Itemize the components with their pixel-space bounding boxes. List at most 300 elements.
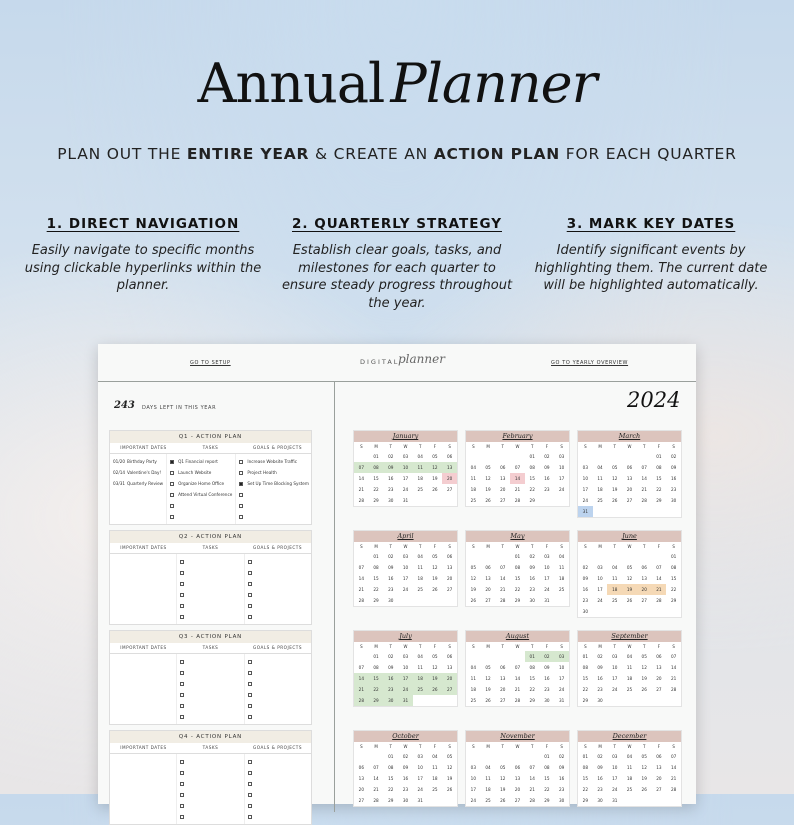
day-cell[interactable]: 31 bbox=[558, 698, 565, 703]
day-cell[interactable]: 02 bbox=[525, 551, 540, 562]
day-cell[interactable]: 14 bbox=[641, 476, 647, 481]
day-cell[interactable]: 27 bbox=[500, 498, 506, 503]
day-cell[interactable]: 21 bbox=[354, 684, 369, 695]
day-cell[interactable]: 20 bbox=[637, 584, 652, 595]
checkbox-icon[interactable] bbox=[239, 471, 243, 475]
day-cell[interactable]: 02 bbox=[388, 454, 394, 459]
day-cell[interactable]: 30 bbox=[388, 498, 394, 503]
day-cell[interactable]: 07 bbox=[358, 565, 365, 570]
day-cell[interactable]: 14 bbox=[354, 673, 369, 684]
day-cell[interactable]: 03 bbox=[612, 754, 618, 759]
checkbox-icon[interactable] bbox=[239, 515, 243, 519]
day-cell[interactable]: 26 bbox=[500, 798, 506, 803]
day-cell[interactable]: 01 bbox=[529, 454, 535, 459]
month-link[interactable]: May bbox=[466, 531, 569, 542]
day-cell[interactable]: 11 bbox=[626, 765, 633, 770]
day-cell[interactable]: 06 bbox=[626, 465, 633, 470]
day-cell[interactable]: 11 bbox=[626, 665, 633, 670]
day-cell[interactable]: 06 bbox=[358, 765, 365, 770]
date-entry[interactable] bbox=[113, 667, 173, 678]
day-cell[interactable]: 06 bbox=[446, 454, 453, 459]
day-cell[interactable]: 30 bbox=[383, 695, 398, 706]
day-cell[interactable]: 31 bbox=[398, 695, 413, 706]
day-cell[interactable]: 06 bbox=[641, 565, 647, 570]
day-cell[interactable]: 08 bbox=[514, 565, 521, 570]
day-cell[interactable]: 24 bbox=[417, 787, 423, 792]
day-cell[interactable]: 25 bbox=[417, 487, 423, 492]
day-cell[interactable]: 24 bbox=[544, 587, 550, 592]
day-cell[interactable]: 16 bbox=[558, 776, 565, 781]
day-cell[interactable]: 13 bbox=[514, 776, 521, 781]
day-cell[interactable]: 24 bbox=[402, 587, 409, 592]
day-cell[interactable]: 21 bbox=[500, 587, 506, 592]
day-cell[interactable]: 09 bbox=[388, 565, 394, 570]
day-cell[interactable]: 23 bbox=[544, 487, 550, 492]
day-cell[interactable]: 16 bbox=[402, 776, 409, 781]
day-cell[interactable]: 30 bbox=[597, 798, 603, 803]
checkbox-icon[interactable] bbox=[170, 493, 174, 497]
day-cell[interactable]: 28 bbox=[656, 598, 662, 603]
day-cell[interactable]: 20 bbox=[626, 487, 633, 492]
day-cell[interactable]: 05 bbox=[641, 754, 647, 759]
checkbox-icon[interactable] bbox=[180, 760, 184, 764]
day-cell[interactable]: 02 bbox=[544, 454, 550, 459]
day-cell[interactable]: 14 bbox=[656, 576, 662, 581]
day-cell[interactable]: 14 bbox=[373, 776, 379, 781]
day-cell[interactable]: 08 bbox=[582, 765, 589, 770]
checkbox-icon[interactable] bbox=[180, 793, 184, 797]
checkbox-icon[interactable] bbox=[248, 682, 252, 686]
day-cell[interactable]: 06 bbox=[514, 765, 521, 770]
checkbox-icon[interactable] bbox=[248, 571, 252, 575]
day-cell[interactable]: 16 bbox=[582, 587, 589, 592]
day-cell[interactable]: 03 bbox=[558, 454, 565, 459]
day-cell[interactable]: 12 bbox=[485, 476, 491, 481]
day-cell[interactable]: 28 bbox=[358, 598, 365, 603]
day-cell[interactable]: 07 bbox=[358, 665, 365, 670]
checkbox-icon[interactable] bbox=[248, 660, 252, 664]
day-cell[interactable]: 29 bbox=[544, 798, 550, 803]
day-cell[interactable]: 13 bbox=[485, 576, 491, 581]
date-entry[interactable] bbox=[113, 556, 173, 567]
day-cell[interactable]: 29 bbox=[582, 798, 589, 803]
day-cell[interactable]: 25 bbox=[432, 787, 438, 792]
day-cell[interactable]: 16 bbox=[529, 576, 535, 581]
day-cell[interactable]: 12 bbox=[485, 676, 491, 681]
day-cell[interactable]: 10 bbox=[417, 765, 423, 770]
day-cell[interactable]: 24 bbox=[470, 798, 477, 803]
day-cell[interactable]: 17 bbox=[558, 676, 565, 681]
day-cell[interactable]: 18 bbox=[432, 776, 438, 781]
day-cell[interactable]: 03 bbox=[597, 565, 603, 570]
date-entry[interactable] bbox=[113, 789, 173, 800]
day-cell[interactable]: 06 bbox=[500, 665, 506, 670]
day-cell[interactable]: 26 bbox=[428, 684, 443, 695]
day-cell[interactable]: 20 bbox=[514, 787, 521, 792]
month-link[interactable]: July bbox=[354, 631, 457, 642]
checkbox-icon[interactable] bbox=[239, 460, 243, 464]
day-cell[interactable]: 03 bbox=[544, 554, 550, 559]
day-cell[interactable]: 15 bbox=[369, 673, 384, 684]
day-cell[interactable]: 17 bbox=[417, 776, 423, 781]
day-cell[interactable]: 14 bbox=[358, 476, 365, 481]
day-cell[interactable]: 13 bbox=[641, 576, 647, 581]
day-cell[interactable]: 28 bbox=[373, 798, 379, 803]
day-cell[interactable]: 27 bbox=[656, 787, 662, 792]
day-cell[interactable]: 01 bbox=[373, 554, 379, 559]
day-cell[interactable]: 26 bbox=[432, 587, 438, 592]
day-cell[interactable]: 10 bbox=[402, 565, 409, 570]
day-cell[interactable]: 07 bbox=[373, 765, 379, 770]
day-cell[interactable]: 01 bbox=[388, 754, 394, 759]
day-cell[interactable]: 04 bbox=[626, 754, 633, 759]
checkbox-icon[interactable] bbox=[248, 815, 252, 819]
checkbox-icon[interactable] bbox=[248, 671, 252, 675]
checkbox-icon[interactable] bbox=[248, 771, 252, 775]
day-cell[interactable]: 04 bbox=[597, 465, 603, 470]
day-cell[interactable]: 12 bbox=[446, 765, 453, 770]
day-cell[interactable]: 23 bbox=[383, 684, 398, 695]
day-cell[interactable]: 18 bbox=[485, 787, 491, 792]
day-cell[interactable]: 08 bbox=[373, 665, 379, 670]
date-entry[interactable] bbox=[113, 689, 173, 700]
day-cell[interactable]: 08 bbox=[656, 465, 662, 470]
day-cell[interactable]: 11 bbox=[413, 462, 428, 473]
day-cell[interactable]: 23 bbox=[558, 787, 565, 792]
day-cell[interactable]: 03 bbox=[612, 654, 618, 659]
day-cell[interactable]: 25 bbox=[626, 787, 633, 792]
day-cell[interactable]: 09 bbox=[529, 565, 535, 570]
day-cell[interactable]: 26 bbox=[446, 787, 453, 792]
day-cell[interactable]: 25 bbox=[597, 498, 603, 503]
checkbox-icon[interactable] bbox=[180, 582, 184, 586]
day-cell[interactable]: 24 bbox=[402, 487, 409, 492]
date-entry[interactable] bbox=[113, 767, 173, 778]
day-cell[interactable]: 14 bbox=[510, 473, 525, 484]
day-cell[interactable]: 15 bbox=[670, 576, 677, 581]
day-cell[interactable]: 29 bbox=[582, 698, 589, 703]
day-cell[interactable]: 23 bbox=[670, 487, 677, 492]
day-cell[interactable]: 31 bbox=[578, 506, 593, 517]
day-cell[interactable]: 15 bbox=[544, 776, 550, 781]
day-cell[interactable]: 09 bbox=[558, 765, 565, 770]
day-cell[interactable]: 29 bbox=[529, 698, 535, 703]
day-cell[interactable]: 09 bbox=[388, 665, 394, 670]
day-cell[interactable]: 04 bbox=[470, 665, 477, 670]
day-cell[interactable]: 19 bbox=[446, 776, 453, 781]
day-cell[interactable]: 02 bbox=[582, 565, 589, 570]
checkbox-icon[interactable] bbox=[180, 682, 184, 686]
day-cell[interactable]: 22 bbox=[514, 587, 521, 592]
day-cell[interactable]: 03 bbox=[402, 654, 409, 659]
day-cell[interactable]: 05 bbox=[432, 554, 438, 559]
day-cell[interactable]: 11 bbox=[612, 576, 618, 581]
day-cell[interactable]: 14 bbox=[670, 665, 677, 670]
day-cell[interactable]: 16 bbox=[383, 673, 398, 684]
day-cell[interactable]: 09 bbox=[597, 665, 603, 670]
day-cell[interactable]: 30 bbox=[402, 798, 409, 803]
day-cell[interactable]: 02 bbox=[388, 654, 394, 659]
date-entry[interactable] bbox=[113, 578, 173, 589]
checkbox-icon[interactable] bbox=[180, 560, 184, 564]
day-cell[interactable]: 26 bbox=[612, 498, 618, 503]
day-cell[interactable]: 07 bbox=[514, 665, 521, 670]
day-cell[interactable]: 30 bbox=[582, 609, 589, 614]
day-cell[interactable]: 08 bbox=[670, 565, 677, 570]
day-cell[interactable]: 16 bbox=[388, 476, 394, 481]
checkbox-icon[interactable] bbox=[170, 504, 174, 508]
checkbox-icon[interactable] bbox=[248, 804, 252, 808]
day-cell[interactable]: 25 bbox=[626, 687, 633, 692]
date-entry[interactable] bbox=[113, 700, 173, 711]
day-cell[interactable]: 26 bbox=[641, 787, 647, 792]
day-cell[interactable]: 14 bbox=[514, 676, 521, 681]
day-cell[interactable]: 31 bbox=[402, 498, 409, 503]
checkbox-icon[interactable] bbox=[248, 715, 252, 719]
day-cell[interactable]: 04 bbox=[417, 554, 423, 559]
checkbox-icon[interactable] bbox=[248, 760, 252, 764]
day-cell[interactable]: 07 bbox=[670, 754, 677, 759]
day-cell[interactable]: 21 bbox=[652, 584, 667, 595]
day-cell[interactable]: 18 bbox=[607, 584, 622, 595]
day-cell[interactable]: 05 bbox=[432, 454, 438, 459]
day-cell[interactable]: 15 bbox=[529, 676, 535, 681]
day-cell[interactable]: 15 bbox=[582, 776, 589, 781]
day-cell[interactable]: 27 bbox=[500, 698, 506, 703]
day-cell[interactable]: 13 bbox=[656, 665, 662, 670]
day-cell[interactable]: 22 bbox=[582, 687, 589, 692]
day-cell[interactable]: 17 bbox=[470, 787, 477, 792]
day-cell[interactable]: 17 bbox=[597, 587, 603, 592]
day-cell[interactable]: 10 bbox=[612, 765, 618, 770]
day-cell[interactable]: 12 bbox=[641, 765, 647, 770]
day-cell[interactable]: 11 bbox=[470, 476, 477, 481]
day-cell[interactable]: 30 bbox=[544, 698, 550, 703]
day-cell[interactable]: 23 bbox=[402, 787, 409, 792]
day-cell[interactable]: 04 bbox=[558, 554, 565, 559]
day-cell[interactable]: 08 bbox=[388, 765, 394, 770]
day-cell[interactable]: 05 bbox=[626, 565, 633, 570]
day-cell[interactable]: 09 bbox=[544, 665, 550, 670]
day-cell[interactable]: 26 bbox=[641, 687, 647, 692]
day-cell[interactable]: 21 bbox=[514, 687, 521, 692]
day-cell[interactable]: 02 bbox=[670, 454, 677, 459]
day-cell[interactable]: 25 bbox=[470, 698, 477, 703]
day-cell[interactable]: 04 bbox=[417, 654, 423, 659]
day-cell[interactable]: 22 bbox=[670, 587, 677, 592]
day-cell[interactable]: 13 bbox=[656, 765, 662, 770]
date-entry[interactable] bbox=[113, 589, 173, 600]
day-cell[interactable]: 22 bbox=[369, 684, 384, 695]
day-cell[interactable]: 03 bbox=[402, 554, 409, 559]
checkbox-icon[interactable] bbox=[248, 604, 252, 608]
day-cell[interactable]: 10 bbox=[582, 476, 589, 481]
day-cell[interactable]: 02 bbox=[558, 754, 565, 759]
day-cell[interactable]: 13 bbox=[358, 776, 365, 781]
day-cell[interactable]: 17 bbox=[612, 676, 618, 681]
day-cell[interactable]: 21 bbox=[373, 787, 379, 792]
checkbox-icon[interactable] bbox=[248, 793, 252, 797]
day-cell[interactable]: 28 bbox=[670, 687, 677, 692]
day-cell[interactable]: 27 bbox=[656, 687, 662, 692]
day-cell[interactable]: 16 bbox=[670, 476, 677, 481]
day-cell[interactable]: 04 bbox=[417, 454, 423, 459]
day-cell[interactable]: 30 bbox=[388, 598, 394, 603]
day-cell[interactable]: 11 bbox=[485, 776, 491, 781]
day-cell[interactable]: 28 bbox=[500, 598, 506, 603]
day-cell[interactable]: 01 bbox=[514, 554, 521, 559]
date-entry[interactable] bbox=[113, 811, 173, 822]
day-cell[interactable]: 21 bbox=[670, 676, 677, 681]
day-cell[interactable]: 23 bbox=[597, 787, 603, 792]
day-cell[interactable]: 27 bbox=[626, 498, 633, 503]
day-cell[interactable]: 20 bbox=[358, 787, 365, 792]
day-cell[interactable]: 18 bbox=[626, 776, 633, 781]
day-cell[interactable]: 05 bbox=[446, 754, 453, 759]
day-cell[interactable]: 15 bbox=[373, 476, 379, 481]
day-cell[interactable]: 19 bbox=[432, 576, 438, 581]
day-cell[interactable]: 09 bbox=[597, 765, 603, 770]
checkbox-icon[interactable] bbox=[180, 693, 184, 697]
day-cell[interactable]: 05 bbox=[612, 465, 618, 470]
day-cell[interactable]: 12 bbox=[428, 462, 443, 473]
day-cell[interactable]: 16 bbox=[544, 476, 550, 481]
day-cell[interactable]: 19 bbox=[641, 676, 647, 681]
day-cell[interactable]: 07 bbox=[354, 462, 369, 473]
day-cell[interactable]: 03 bbox=[554, 651, 569, 662]
checkbox-icon[interactable] bbox=[248, 560, 252, 564]
month-link[interactable]: December bbox=[578, 731, 681, 742]
day-cell[interactable]: 26 bbox=[485, 698, 491, 703]
day-cell[interactable]: 13 bbox=[626, 476, 633, 481]
day-cell[interactable]: 14 bbox=[358, 576, 365, 581]
day-cell[interactable]: 03 bbox=[402, 454, 409, 459]
day-cell[interactable]: 15 bbox=[514, 576, 521, 581]
day-cell[interactable]: 11 bbox=[470, 676, 477, 681]
day-cell[interactable]: 27 bbox=[514, 798, 521, 803]
day-cell[interactable]: 11 bbox=[417, 665, 423, 670]
day-cell[interactable]: 05 bbox=[485, 665, 491, 670]
day-cell[interactable]: 26 bbox=[432, 487, 438, 492]
day-cell[interactable]: 23 bbox=[388, 487, 394, 492]
day-cell[interactable]: 20 bbox=[656, 676, 662, 681]
day-cell[interactable]: 10 bbox=[612, 665, 618, 670]
day-cell[interactable]: 16 bbox=[544, 676, 550, 681]
day-cell[interactable]: 19 bbox=[500, 787, 506, 792]
day-cell[interactable]: 22 bbox=[582, 787, 589, 792]
day-cell[interactable]: 02 bbox=[597, 754, 603, 759]
day-cell[interactable]: 18 bbox=[558, 576, 565, 581]
date-entry[interactable] bbox=[113, 489, 163, 500]
day-cell[interactable]: 06 bbox=[485, 565, 491, 570]
day-cell[interactable]: 07 bbox=[514, 465, 521, 470]
date-entry[interactable] bbox=[113, 600, 173, 611]
month-link[interactable]: June bbox=[578, 531, 681, 542]
date-entry[interactable] bbox=[113, 656, 173, 667]
checkbox-icon[interactable] bbox=[180, 771, 184, 775]
date-entry[interactable] bbox=[113, 478, 163, 489]
day-cell[interactable]: 22 bbox=[544, 787, 550, 792]
day-cell[interactable]: 18 bbox=[417, 476, 423, 481]
day-cell[interactable]: 08 bbox=[373, 565, 379, 570]
day-cell[interactable]: 01 bbox=[544, 754, 550, 759]
day-cell[interactable]: 06 bbox=[656, 754, 662, 759]
day-cell[interactable]: 09 bbox=[582, 576, 589, 581]
day-cell[interactable]: 20 bbox=[500, 487, 506, 492]
day-cell[interactable]: 24 bbox=[582, 498, 589, 503]
day-cell[interactable]: 17 bbox=[582, 487, 589, 492]
month-link[interactable]: February bbox=[466, 431, 569, 442]
day-cell[interactable]: 27 bbox=[485, 598, 491, 603]
day-cell[interactable]: 20 bbox=[446, 576, 453, 581]
day-cell[interactable]: 19 bbox=[612, 487, 618, 492]
day-cell[interactable]: 25 bbox=[470, 498, 477, 503]
day-cell[interactable]: 13 bbox=[442, 462, 457, 473]
date-entry[interactable] bbox=[113, 456, 163, 467]
day-cell[interactable]: 17 bbox=[398, 673, 413, 684]
day-cell[interactable]: 28 bbox=[641, 498, 647, 503]
day-cell[interactable]: 05 bbox=[500, 765, 506, 770]
day-cell[interactable]: 13 bbox=[500, 676, 506, 681]
day-cell[interactable]: 28 bbox=[358, 498, 365, 503]
date-entry[interactable] bbox=[113, 467, 163, 478]
day-cell[interactable]: 10 bbox=[470, 776, 477, 781]
day-cell[interactable]: 13 bbox=[500, 476, 506, 481]
date-entry[interactable] bbox=[113, 500, 163, 511]
checkbox-icon[interactable] bbox=[239, 493, 243, 497]
checkbox-icon[interactable] bbox=[248, 782, 252, 786]
day-cell[interactable]: 08 bbox=[369, 462, 384, 473]
day-cell[interactable]: 13 bbox=[446, 665, 453, 670]
day-cell[interactable]: 11 bbox=[558, 565, 565, 570]
checkbox-icon[interactable] bbox=[248, 615, 252, 619]
day-cell[interactable]: 01 bbox=[582, 654, 589, 659]
day-cell[interactable]: 27 bbox=[446, 487, 453, 492]
day-cell[interactable]: 20 bbox=[442, 473, 457, 484]
day-cell[interactable]: 04 bbox=[612, 565, 618, 570]
date-entry[interactable] bbox=[113, 611, 173, 622]
month-link[interactable]: August bbox=[466, 631, 569, 642]
day-cell[interactable]: 15 bbox=[373, 576, 379, 581]
day-cell[interactable]: 21 bbox=[358, 587, 365, 592]
day-cell[interactable]: 16 bbox=[597, 676, 603, 681]
day-cell[interactable]: 13 bbox=[446, 565, 453, 570]
day-cell[interactable]: 16 bbox=[597, 776, 603, 781]
day-cell[interactable]: 17 bbox=[612, 776, 618, 781]
day-cell[interactable]: 15 bbox=[529, 476, 535, 481]
day-cell[interactable]: 18 bbox=[597, 487, 603, 492]
day-cell[interactable]: 17 bbox=[558, 476, 565, 481]
day-cell[interactable]: 27 bbox=[641, 598, 647, 603]
day-cell[interactable]: 07 bbox=[529, 765, 535, 770]
checkbox-icon[interactable] bbox=[180, 593, 184, 597]
day-cell[interactable]: 22 bbox=[656, 487, 662, 492]
day-cell[interactable]: 06 bbox=[446, 554, 453, 559]
day-cell[interactable]: 11 bbox=[417, 565, 423, 570]
day-cell[interactable]: 06 bbox=[500, 465, 506, 470]
day-cell[interactable]: 19 bbox=[432, 476, 438, 481]
day-cell[interactable]: 25 bbox=[485, 798, 491, 803]
day-cell[interactable]: 14 bbox=[670, 765, 677, 770]
day-cell[interactable]: 27 bbox=[446, 587, 453, 592]
day-cell[interactable]: 05 bbox=[432, 654, 438, 659]
day-cell[interactable]: 19 bbox=[428, 673, 443, 684]
checkbox-icon[interactable] bbox=[170, 471, 174, 475]
day-cell[interactable]: 20 bbox=[500, 687, 506, 692]
day-cell[interactable]: 30 bbox=[529, 598, 535, 603]
day-cell[interactable]: 02 bbox=[388, 554, 394, 559]
day-cell[interactable]: 07 bbox=[641, 465, 647, 470]
